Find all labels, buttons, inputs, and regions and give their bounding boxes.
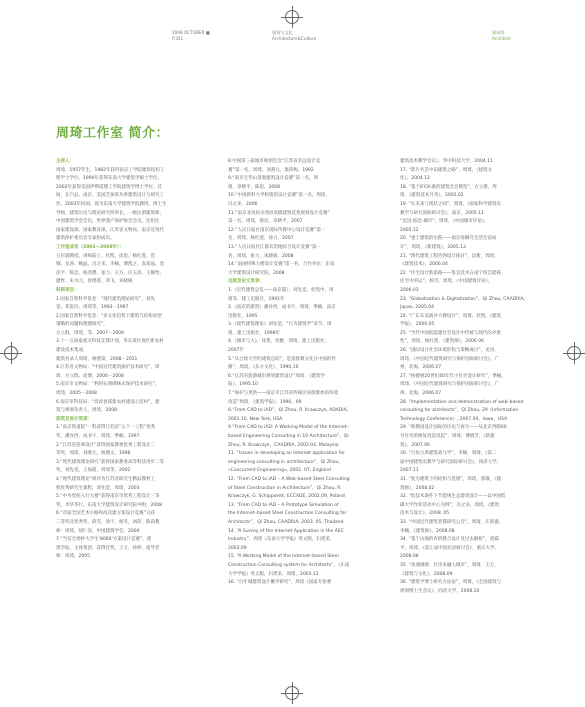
text-line: «Concurrent Engineering», 2002. 07, England [228, 468, 331, 474]
text-line: 出版社，1995 [228, 313, 258, 319]
text-line: 策略的问题和理建研究”， [56, 322, 108, 328]
column-3 [400, 158, 558, 596]
text-line: Japan, 2005.04 [400, 305, 435, 311]
text-line: 国家建设部、国家教育部、江苏省文物局、南京近现代 [56, 227, 164, 233]
text-line: 州，北海，2006.07 [400, 365, 442, 371]
text-line: 播”，周琦，《东方文化》，1990.10 [228, 365, 299, 371]
text-line: 17. “影片共芸中田建筑之路”，周琦，《建筑文 [400, 167, 492, 173]
text-line: 2001.10, New York, USA [228, 416, 283, 422]
text-line: 筑学报，主体集团，获得佳奖，王万，孙婷，指导老 [56, 545, 160, 551]
text-line: 23. “Globalization & Digitalization”，Qi Zhou, CAADRIA, [400, 296, 526, 302]
text-line: 18. “基于IFC标准的建筑全会模型”，方立群，周 [400, 184, 497, 190]
text-line: 号住宅的修复改造说起”，周琦；傅晓芳，《新建 [400, 434, 495, 439]
text-line: 中国建筑学会会员，世界遗产保护协会会员。还担任 [56, 219, 160, 225]
text-line: 2.《南京的建筑》潘谷西，成书宇，周琦，季楠，南京 [228, 305, 336, 311]
text-line: 3.“现代建筑理论研究”获得国家教委高等科技进步二等 [56, 459, 164, 465]
text-line: 钢、龙涛、鲍晶、冯之来、李楠、傅凯之、袁高晶、金 [56, 262, 164, 268]
text-line: 8.“From CAD to iAD”，Qi Zhou, R. Krawczyk, ADADIA, [228, 408, 349, 414]
text-line: 36. “建筑学博士研究方法论”，周琦，《全国建筑与 [400, 580, 501, 586]
text-line: 筑》，2007.06 [400, 442, 430, 448]
text-line: 30. “百岁古典建筑战与学”，李楠，周琦，《第二 [400, 451, 497, 457]
text-line: of Steel Construction in Architecture”，Qi Zhou, R. [228, 485, 342, 491]
text-line: 住宅中的运”，杨雪，周琦，《中国建筑评论》， [400, 279, 493, 285]
text-line: 32. “低技术条件下节能规生态建筑设计——以中国低 [400, 494, 506, 500]
text-line: 22. “住宅设计新思路——鉴宜技术在南宁扬艺能耗 [400, 270, 501, 276]
text-line: 16. “百年城建筑设计概学研究”，周琦《国家专指委 [228, 580, 332, 586]
text-line: 24. “广东东美商沙大楼设计”，周琦、杜凯，《建筑 [400, 313, 501, 319]
text-line: 琦、方立群、庞博，2006－2008 [56, 373, 124, 379]
text-line: 《建筑技术》，2006.04 [400, 262, 448, 268]
text-line: 14.“南国特殊大楼设计竞赛”第一名，合作单位：东南 [228, 262, 335, 268]
text-line: 6.“首届全国艺术小路和高及建方案设计竞赛”分获 [56, 511, 155, 517]
header-section: 建筑师 Architect [492, 30, 511, 41]
text-line: 琦，章耕平，陈思，2008 [228, 184, 280, 190]
text-line: 11. “Issues in developing an Internet application for [228, 451, 345, 457]
text-line: 2008.08 [400, 554, 419, 560]
text-line: 6.南京市科技局：“高淳县郑新农村建设示范村”，建 [56, 399, 160, 405]
text-line: 师：周琦，胡仁泽，中国建筑学会，2004 [56, 528, 140, 534]
section-heading: 工作室成员（2003—2008年）： [56, 244, 124, 250]
text-line: 34. “基于山地的有机整合设计及过去解析”，唐霖 [400, 537, 499, 543]
text-line: 5.“从合境大学的建筑总结”，是基督教文化在中国的传 [228, 356, 336, 362]
text-line: 教学与研究国际研讨会》，南京，2005.11 [400, 210, 484, 216]
text-line: 14. “A Survey of the Internet Application in the AEC [228, 528, 344, 534]
text-line: 26. “国际设计社会环境形构与策略成讨”，龙涛， [400, 348, 499, 354]
text-line: 1.“南京铁道院”一科获得江苏省“五个一工程”优秀 [56, 425, 156, 431]
text-line: Industry”，周琦《东南大学学报》英文版，归类采， [228, 537, 335, 543]
text-line: 大学学报》英文版，归类采，周琦，2003.12 [228, 571, 319, 577]
text-line: 13.“人民日报社江都宾馆地综合设计竞赛”第一 [228, 244, 321, 250]
text-line: 10.“中国新科大学校墙馆设计竞赛”第一名，周琦， [228, 193, 330, 199]
text-line: 名，周琦，杨红莲，徐力，2007 [228, 236, 294, 242]
text-line: 2002年获得美国伊利诺理工学院建筑学博士学位。其 [56, 184, 162, 190]
text-line: 29. “新教园设计国际的历史与再生——从北京西路60 [400, 425, 507, 431]
registration-mark-bottom [281, 682, 303, 704]
text-line: 化》，2004.12 [400, 176, 430, 182]
text-line: 19. “在未来与现状之间”，周琦，《国家科学建筑史 [400, 201, 501, 207]
header-journal: 建筑与文化 Architecture&Culture [272, 30, 317, 41]
text-line: 名，周琦，张力，朱晓嫣，2008 [228, 253, 294, 259]
text-line: 琦，建工出版社，1998年 [228, 330, 280, 336]
text-line: 州，北海，2006.07 [400, 391, 442, 397]
text-line: 4.江苏省文物局：“中国近代建筑保护技术研究”，周 [56, 365, 160, 371]
text-line: 28. “Implementation and demonstration of web–based [400, 399, 524, 405]
text-line: 建筑技术教学会议》，华中科技大学，2004.11 [400, 159, 493, 164]
text-line: 11.“南京北风尚水苑居高级建筑花苑规划设计竞赛” [228, 210, 330, 216]
text-line: 1.《近代建筑总览——南京篇》，刘先觉，杜凯中，周 [228, 287, 334, 293]
text-line: 4.《城市与人》，译著，宛雅，周琦，建工出版社， [228, 339, 330, 345]
text-line: 五位副教授、讲师陆上、杜凯、徐思、杨红莲、范 [56, 253, 155, 259]
text-line: 35. “高速城镇：让出来融入城市”，周琦，王万， [400, 562, 499, 568]
text-line: 赛”第一名，周琦，刘燕元，康荷梅，1992 [228, 167, 314, 173]
text-line: “沉浸·惊恐·城市”，周琦，《中国城市评论》， [400, 219, 489, 225]
text-line: 2003.09 [228, 545, 247, 551]
text-line: 方立群、周琦，等，2007－2009 [56, 330, 124, 336]
text-line: 12.“人民日报社南京国际传媒中心设计竞赛”第一 [228, 227, 326, 233]
text-line: 7.“保护与更新——南京市江苏省传统民居街群体的环境 [228, 391, 339, 397]
text-line: 筑师》，2008.02 [400, 485, 435, 491]
text-line: 二等奖及优秀奖，薛雪，徐宇，杨冬，刘萍，陈昂教 [56, 519, 160, 525]
text-line: 33. “中国近代建筑普都研究公会”，周琦，庄新器， [400, 519, 504, 525]
text-line: 师：周琦，2005 [56, 554, 90, 560]
text-line: 3.《现代建筑理论》刘先觉，“行为建筑学”章节，周 [228, 322, 332, 328]
text-line: 9.“From CAD to iAD: A Working Model of the Internet– [228, 425, 349, 431]
text-line: based Engineering Consulting in 10 Architecture”，Qi [228, 434, 349, 439]
text-line: 20. “重士建筑的实践——南京春御乌生活会前成 [400, 236, 497, 242]
text-line: 导师，建筑历史与理论研究所所长。一级注册建筑师， [56, 210, 164, 216]
text-line: Technology Conference》, 2007.04，Iowa，USA [400, 416, 508, 422]
text-line: 筑与规划负责人，周琦，2008 [56, 408, 117, 414]
text-line: 程学士学位，1990年获得东南大学建筑学硕士学位， [56, 176, 162, 182]
text-line: Architects”，Qi Zhou, CAADRIA, 2003. 05, Thailand [228, 519, 344, 525]
text-line: 届中国建筑史教学与研究国际研讨会》，同济大学， [400, 459, 502, 465]
text-line: 2.国家自然科学基金：“多文化趋势下建筑与结构改型 [56, 313, 162, 319]
text-line: 周琦，《中国近代建筑研究与保护国际研讨会》，广 [400, 356, 499, 362]
text-line: 学报》，2006.05 [400, 322, 435, 328]
text-line: 2006.03 [400, 287, 419, 293]
text-line: 15. “A Working Model of the Internet–based Steel [228, 554, 339, 560]
section-heading: 获奖及设计奖项： [56, 416, 92, 422]
text-line: 5.“中央党校入行大楼”获得南京市优秀工程设计三等 [56, 494, 160, 500]
text-line: consulting for architects”，Qi Zhou, 29《Information [400, 408, 519, 414]
text-line: 31. “复为建筑下的结构与范围”，周琦，郭敏，《建 [400, 476, 501, 482]
column-1 [56, 158, 216, 562]
text-line: 作。2003年回国，现为东南大学建筑学院教授，博士生 [56, 201, 167, 207]
text-line: 冯之来，2006 [228, 201, 258, 207]
text-line: 奖，刘先觉，王海霞，周琦等，2002 [56, 468, 131, 474]
text-line: 计”，周琦，《新建筑》，2005.12 [400, 244, 466, 250]
text-line: 1.国家自然科学基金：“现代建筑理论研究”，刘先 [56, 296, 155, 302]
section-heading: 出版及论文发表： [228, 279, 264, 285]
text-line: 李楠，《建筑师》，2008.08 [400, 528, 455, 534]
text-line: 13. “From CAD to iAD – A Prototype Simulation of [228, 502, 339, 508]
text-line: 等奖，周琦，刘燕元，杨德文，1998 [56, 451, 131, 457]
text-line: Zhou, R. Krawczyk，CAADRIA, 2002.04, Malaysia [228, 442, 339, 448]
text-line: 改造”周琦，《建筑学报》，1996，09 [228, 399, 302, 405]
text-line: 奖，李华华行、东南大学建筑设计研究院中附，2008 [56, 502, 162, 508]
text-line: Construction Consulting system for Architects”，《东南 [228, 562, 350, 568]
text-line: 琦等，建工出版社，1991年 [228, 296, 285, 302]
text-line: 5.南京市文物局：“利用石刻碑林式保护技术研究”， [56, 382, 160, 388]
text-line: 周琦，《中国近代建筑研究与保护国际研讨会》，广 [400, 382, 499, 388]
text-line: 技术与设计》，2008. 05 [400, 511, 450, 517]
text-line: 平，周琦，《第七届中国民居研讨会》，重庆大学， [400, 545, 499, 551]
text-line: 2007.11 [400, 468, 419, 474]
text-line: 建筑名录人周琦，杨德第，2008－2011 [56, 356, 138, 362]
text-line: 性”，周琦，杨红莲，《建筑师》，2006.06 [400, 339, 484, 345]
text-line: 大学建筑设计研究院，2008 [228, 270, 285, 276]
text-line: 12. “From CAD to iAD – A Web–based Steel Consulting [228, 476, 350, 482]
column-2 [228, 158, 388, 588]
text-line: 2007年 [228, 348, 244, 354]
text-line: Krawczyk, G. Schipporeit, ECCADE, 2002.09, Poland [228, 494, 345, 500]
text-line: 周琦，1957年生，1982年获得南京工学院建筑结构工 [56, 167, 165, 173]
text-line: 2.“江苏省连翠设计”获得国家教委优秀工程设计二 [56, 442, 155, 448]
text-line: 周琦，2005－2008 [56, 391, 97, 397]
registration-mark-right [563, 342, 585, 364]
text-line: 7.“当信全场杯大学生‘8060’方案设计竞赛”，建 [56, 537, 152, 543]
text-line: engineering consulting in architecture”，Qi Zhou， [228, 459, 343, 465]
text-line: 25. “当代中国低能建住宅设计中传统与现代的矛盾 [400, 330, 501, 336]
page-title: 周琦工作室 简介： [56, 126, 170, 141]
text-line: 4.“现代建筑理论”被评为江苏省研究生精品教材工 [56, 476, 155, 482]
text-line: 间，在汽总、南京、美国芝加哥从事建筑设计与研究工 [56, 193, 164, 199]
text-line: 琦，《建筑技术月刊》，2005.02 [400, 193, 464, 199]
text-line: 6.“江苏省旅游城市规划建筑设计”周琦，《建筑学 [228, 373, 325, 379]
text-line: 觉、邓思玲、周琦等，1993－1997 [56, 305, 129, 311]
text-line: the Internet–based Steel Construction Consulting for [228, 511, 347, 517]
registration-mark-top [281, 6, 303, 28]
text-line: 9.“南京宝华山景观建筑设计竞赛”第一名，周 [228, 176, 318, 182]
text-line: 廖哲、朱为元、曾德慈、邓飞、朱晓嫣 [56, 279, 133, 285]
text-line: 奖，潘谷西、成书宇，周琦，季楠，1997 [56, 434, 140, 439]
text-line: 21. “现代建筑工程咨询设计探讨”，边新，周琦， [400, 253, 499, 259]
text-line: 8.中国第三届城市规划会会“江苏省亲远设计竞 [228, 159, 321, 164]
registration-mark-left [0, 342, 22, 364]
text-line: 彦平、陈忠、杨善爵、张力、王万、庄玉清、王静怡、 [56, 270, 164, 276]
section-heading: 主持人： [56, 159, 74, 164]
text-line: 3.十一五国家重点科技支撑计划，华东某区地区新农村 [56, 339, 164, 345]
header-issue: 2008.OCTOBER ■ P.351 [172, 30, 210, 41]
text-line: 《建筑与文化》，2008.09 [400, 571, 453, 577]
text-line: 第一名，周琦，蔡昆，章耕平，2007 [228, 219, 303, 225]
text-line: 报》，1995.10 [228, 382, 258, 388]
text-line: 27. “杨德惠20世纪40年代小住宅设计研究”，季楠， [400, 373, 506, 379]
section-heading: 科研项目： [56, 287, 79, 293]
text-line: 建筑保护委员会专家组成员。 [56, 236, 115, 242]
text-line: 2005.12 [400, 227, 419, 233]
text-line: 程优秀研究生课程，刘先觉，周琦，2003 [56, 485, 140, 491]
text-line: 规划博士生会议》，同济大学，2008.10 [400, 588, 480, 594]
text-line: 碳大学作库活动中心为例”，冯之来，周琦，《建筑 [400, 502, 500, 508]
text-line: 建设技术集成， [56, 348, 88, 354]
